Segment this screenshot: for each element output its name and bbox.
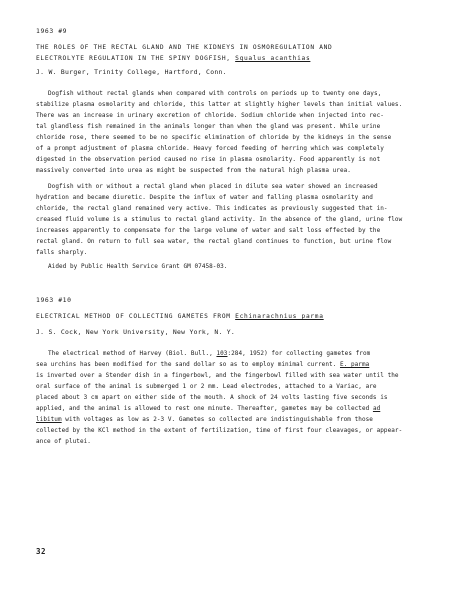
grant-acknowledgment: Aided by Public Health Service Grant GM 07458-03. [48,263,228,270]
body-line: falls sharply. [36,249,88,256]
body-line: collected by the KCl method in the extent of fertilization, time of first four cleavages, or appear- [36,427,403,434]
body-line: rectal gland. On return to full sea water, the rectal gland continues to function, but urine flow [36,238,392,245]
body-text: sea urchins has been modified for the sand dollar so as to employ minimal current. [36,361,340,368]
body-line: chloride, the rectal gland remained very active. This indicates as previously suggested that in- [36,205,388,212]
body-line [48,350,370,357]
abstract-id: 1963 #9 [36,27,68,35]
body-line: massively converted into urea as might be suspected from the natural high plasma urea. [36,167,351,174]
abstract-title-lead: ELECTROLYTE REGULATION IN THE SPINY DOGFISH, [36,55,231,62]
latin-phrase: ad [372,405,381,412]
species-name: Echinarachnius parma [235,313,324,320]
abstract-title [36,313,324,320]
body-line: digested in the observation period caused no rise in plasma osmolarity. Food apparently is not [36,156,381,163]
body-line [36,405,380,412]
species-name: Squalus acanthias [235,55,311,62]
body-line: Dogfish with or without a rectal gland when placed in dilute sea water showed an increased [48,183,378,190]
body-text: applied, and the animal is allowed to rest one minute. Thereafter, gametes may be collected [36,405,373,412]
body-line: creased fluid volume is a stimulus to rectal gland activity. In the absence of the gland, urine flow [36,216,403,223]
body-line: stabilize plasma osmolarity and chloride, this latter at slightly higher levels than initial values. [36,101,403,108]
body-text: The electrical method of Harvey (Biol. Bull., [48,350,217,357]
species-name: E. parma [339,361,370,368]
abstract-title: THE ROLES OF THE RECTAL GLAND AND THE KIDNEYS IN OSMOREGULATION AND [36,44,333,51]
volume-number: 103 [216,350,228,357]
page-number: 32 [36,547,47,556]
abstract-title-lead: ELECTRICAL METHOD OF COLLECTING GAMETES FROM [36,313,231,320]
abstract-title-line2 [36,55,310,62]
body-text: :284, 1952) for collecting gametes from [227,350,371,357]
body-line: ance of plutei. [36,438,91,445]
body-line [36,416,373,423]
abstract-author: J. S. Cock, New York University, New York, N. Y. [36,328,236,336]
body-line: oral surface of the animal is submerged 1 or 2 mm. Lead electrodes, attached to a Variac, are [36,383,377,390]
abstract-author: J. W. Burger, Trinity College, Hartford, Conn. [36,68,227,76]
body-line: chloride rose, there seemed to be no specific elimination of chloride by the kidneys in the sense [36,134,392,141]
body-line: tal glandless fish remained in the animals longer than when the gland was present. While urine [36,123,381,130]
abstract-id: 1963 #10 [36,296,72,304]
body-text: with voltages as low as 2-3 V. Gametes so collected are indistinguishable from those [61,416,373,423]
body-line: placed about 3 cm apart on either side of the mouth. A shock of 24 volts lasting five seconds is [36,394,388,401]
body-line: hydration and became diuretic. Despite the influx of water and falling plasma osmolarity and [36,194,373,201]
body-line [36,361,369,368]
body-line: is inverted over a Stender dish in a fingerbowl, and the fingerbowl filled with sea water until the [36,372,399,379]
latin-phrase: libitum [36,416,62,423]
body-line: increases apparently to compensate for the large volume of water and salt loss effected by the [36,227,381,234]
body-line: of a prompt adjustment of plasma chloride. Heavy forced feeding of herring which was completely [36,145,384,152]
body-line: Dogfish without rectal glands when compared with controls on periods up to twenty one days, [48,90,382,97]
body-line: There was an increase in urinary excretion of chloride. Sodium chloride when injected into rec- [36,112,384,119]
